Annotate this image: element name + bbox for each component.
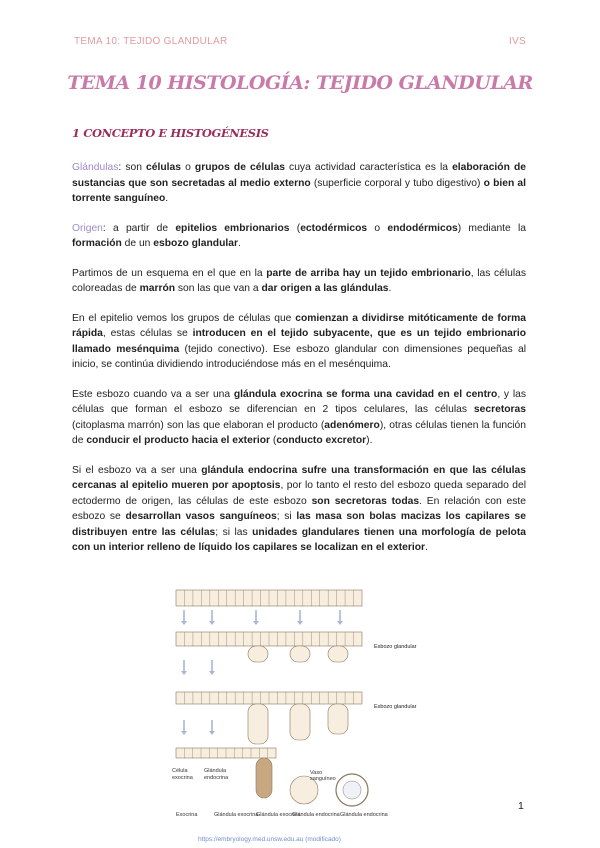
document-body bbox=[72, 160, 526, 570]
deep-bud-1 bbox=[290, 704, 310, 740]
text: ; si bbox=[276, 511, 297, 522]
keyword-origen: Origen bbox=[72, 222, 103, 234]
text: Partimos de un esquema en el que en la bbox=[72, 267, 267, 279]
bottom-label-2: Glándula exocrina bbox=[214, 812, 259, 818]
text: , las células coloreadas de bbox=[72, 267, 526, 294]
text: cuya actividad característica es la bbox=[284, 162, 453, 173]
text: ). bbox=[366, 435, 373, 446]
text: , estas células se bbox=[102, 328, 193, 339]
down-arrow-r1-4-head bbox=[337, 621, 343, 625]
paragraph-epitelio bbox=[72, 311, 526, 373]
bottom-label-4: Glándula endocrina bbox=[292, 812, 340, 818]
text: : a partir de bbox=[102, 222, 176, 234]
figure-caption: https://embryology.med.unsw.edu.au (modificado) bbox=[198, 836, 341, 843]
bold-text: las masa son bolas macizas los capilares se distribuyen entre las células bbox=[72, 511, 526, 538]
bold-text: unidades glandulares tienen una morfología de pelota con un interior relleno de líquido los capilares se localizan en el exterior bbox=[72, 526, 526, 553]
bold-text: glándula endocrina sufre una transformación en que las células cercanas al epitelio mueren por apoptosis bbox=[72, 464, 526, 491]
text: (citoplasma marrón) son las que elaboran el producto ( bbox=[72, 419, 325, 431]
paragraph-glandulas bbox=[72, 160, 526, 207]
exocrine-duct bbox=[256, 758, 272, 798]
deep-bud-0 bbox=[248, 704, 268, 744]
header-initials: IVS bbox=[508, 36, 526, 47]
paragraph-endocrina bbox=[72, 463, 526, 556]
down-arrow-r3-1-head bbox=[209, 731, 215, 735]
bold-text: comienzan a dividirse mitóticamente de forma rápida bbox=[72, 312, 526, 339]
bold-text: esbozo glandular bbox=[153, 238, 238, 249]
bold-text: endodérmicos bbox=[387, 222, 458, 234]
down-arrow-r1-2-head bbox=[253, 621, 259, 625]
bold-text: glándula exocrina se forma una cavidad en el centro bbox=[233, 388, 498, 400]
side-label-esbozo-1: Esbozo glandular bbox=[374, 644, 417, 650]
bold-text: marrón bbox=[139, 283, 176, 294]
header-topic: TEMA 10: TEJIDO GLANDULAR bbox=[74, 36, 228, 47]
bold-text: secretoras bbox=[473, 404, 526, 415]
text: En el epitelio vemos los grupos de células que bbox=[72, 312, 296, 324]
label-glandula: Glándula bbox=[204, 768, 227, 774]
down-arrow-r1-1-head bbox=[209, 621, 215, 625]
bold-text: dar origen a las glándulas bbox=[261, 283, 389, 294]
side-label-esbozo-2: Esbozo glandular bbox=[374, 704, 417, 710]
bold-text: elaboración de sustancias que son secretadas al medio externo bbox=[72, 162, 526, 189]
bold-text: formación bbox=[72, 238, 122, 249]
label-sanguineo: sanguíneo bbox=[310, 776, 336, 782]
text: . bbox=[237, 238, 241, 249]
text: ( bbox=[289, 222, 301, 234]
text: , y las células que forman el esbozo se diferencian en 2 tipos celulares, las células bbox=[72, 388, 526, 415]
down-arrow-r1-3-head bbox=[297, 621, 303, 625]
text: (tejido conectivo). Ese esbozo glandular con dimensiones pequeñas al inicio, se continúa dividiendo introduciéndose más en el mesénquima. bbox=[72, 343, 527, 370]
label-exocrina: exocrina bbox=[172, 775, 193, 781]
paragraph-exocrina bbox=[72, 387, 526, 449]
bold-text: adenómero bbox=[324, 419, 380, 431]
text: . bbox=[425, 542, 428, 553]
bold-text: son secretoras todas bbox=[311, 495, 420, 507]
text: ), otras células tienen la función de bbox=[72, 419, 526, 446]
follicle-lumen bbox=[343, 781, 361, 799]
bold-text: conducir el producto hacia el exterior bbox=[86, 435, 271, 446]
bold-text: células bbox=[146, 162, 181, 173]
text: de un bbox=[121, 238, 154, 249]
text: ( bbox=[270, 435, 277, 446]
bold-text: parte de arriba hay un tejido embrionario bbox=[266, 267, 471, 279]
text: Si el esbozo va a ser una bbox=[72, 464, 202, 476]
text: . bbox=[165, 193, 169, 204]
down-arrow-r1-0-head bbox=[181, 621, 187, 625]
text: . En relación con este esbozo se bbox=[72, 495, 526, 522]
label-endocrina: endocrina bbox=[204, 775, 229, 781]
section-heading: 1 CONCEPTO E HISTOGÉNESIS bbox=[72, 126, 269, 140]
gland-development-figure bbox=[164, 584, 454, 822]
deep-bud-2 bbox=[328, 704, 348, 734]
paragraph-origen bbox=[72, 221, 526, 252]
label-vaso: Vaso bbox=[310, 770, 323, 776]
bold-text: ectodérmicos bbox=[300, 222, 368, 234]
bold-text: epitelios embrionarios bbox=[175, 222, 290, 234]
keyword-glandulas: Glándulas bbox=[72, 162, 119, 173]
text: Este esbozo cuando va a ser una bbox=[72, 388, 234, 400]
bold-text: o bien al torrente sanguíneo bbox=[72, 177, 526, 204]
text: ) mediante la bbox=[457, 222, 526, 234]
bold-text: conducto excretor bbox=[276, 435, 367, 446]
bold-text: grupos de células bbox=[194, 162, 285, 173]
text: o bbox=[367, 222, 388, 234]
page-number: 1 bbox=[518, 800, 524, 812]
bottom-label-5: Glándula endocrina bbox=[340, 812, 388, 818]
bold-text: desarrollan vasos sanguíneos bbox=[125, 511, 277, 522]
text: , por lo tanto el resto del esbozo queda separado del ectodermo de origen, las células de este esbozo bbox=[72, 480, 526, 507]
text: ; si las bbox=[215, 526, 253, 538]
text: (superficie corporal y tubo digestivo) bbox=[310, 177, 484, 189]
gland-bud-2 bbox=[328, 646, 348, 662]
down-arrow-r3-0-head bbox=[181, 731, 187, 735]
text: o bbox=[180, 162, 195, 173]
bold-text: introducen en el tejido subyacente, que es un tejido embrionario llamado mesénquima bbox=[72, 328, 527, 355]
bottom-label-1: Exocrina bbox=[176, 812, 198, 818]
gland-bud-0 bbox=[248, 646, 268, 662]
gland-bud-1 bbox=[290, 646, 310, 662]
paragraph-esquema bbox=[72, 266, 526, 297]
text: : son bbox=[118, 162, 147, 173]
down-arrow-r2-0-head bbox=[181, 671, 187, 675]
down-arrow-r2-1-head bbox=[209, 671, 215, 675]
text: son las que van a bbox=[175, 283, 262, 294]
gland-diagram bbox=[164, 584, 454, 822]
bottom-label-3: Glándula exocrina bbox=[256, 812, 301, 818]
text: . bbox=[388, 283, 392, 294]
label-celula: Célula bbox=[172, 768, 188, 774]
page-title: TEMA 10 HISTOLOGÍA: TEJIDO GLANDULAR bbox=[67, 72, 533, 94]
